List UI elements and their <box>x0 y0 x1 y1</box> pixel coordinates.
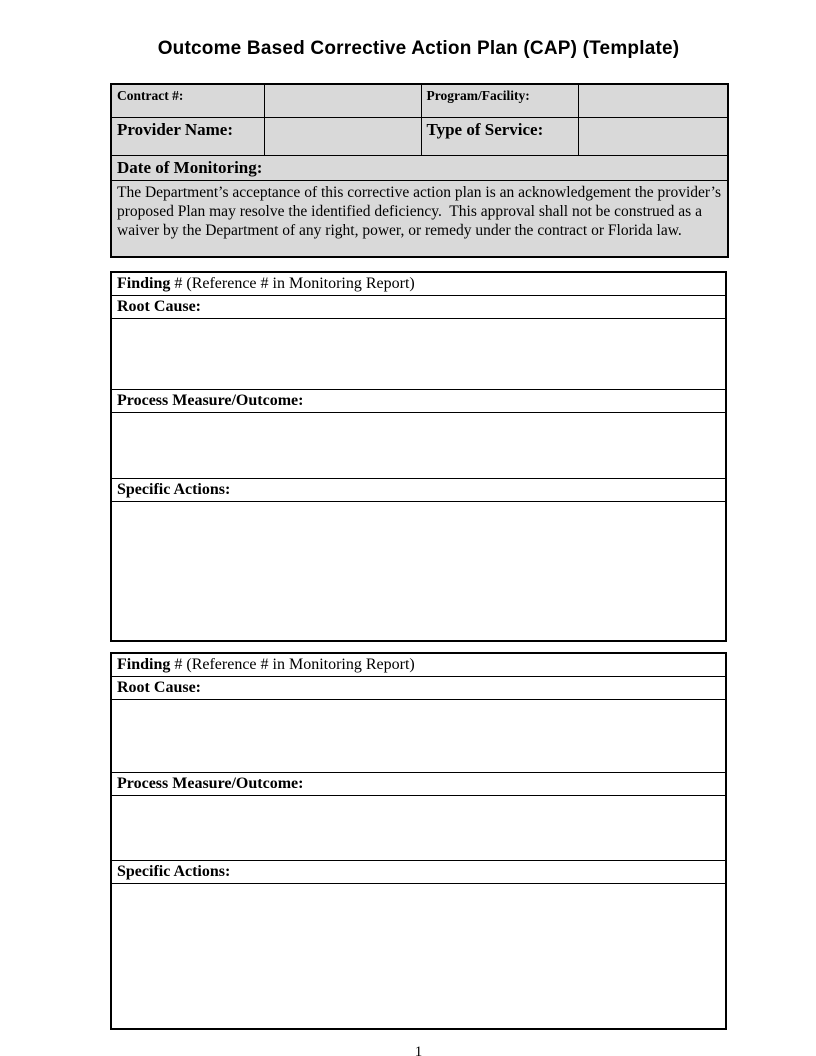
date-of-monitoring-label: Date of Monitoring: <box>117 157 263 177</box>
process-measure-label-cell <box>111 390 726 413</box>
process-measure-label: Process Measure/Outcome: <box>117 392 304 409</box>
page-title: Outcome Based Corrective Action Plan (CAP) (Template) <box>157 38 680 59</box>
service-value-cell[interactable] <box>578 117 728 155</box>
process-measure-input[interactable] <box>111 796 726 861</box>
process-measure-label-cell <box>111 773 726 796</box>
service-label: Type of Service: <box>426 119 544 139</box>
root-cause-label: Root Cause: <box>117 298 201 315</box>
finding-label: Finding <box>117 275 171 292</box>
contract-label-cell <box>111 84 264 117</box>
finding-reference-text: # (Reference # in Monitoring Report) <box>170 275 415 292</box>
finding-title-cell[interactable] <box>111 653 726 677</box>
root-cause-label-cell <box>111 296 726 319</box>
header-table <box>110 83 729 258</box>
finding-block-2 <box>110 652 727 1030</box>
provider-label-cell <box>111 117 264 155</box>
finding-title-cell[interactable] <box>111 272 726 296</box>
provider-value-cell[interactable] <box>264 117 421 155</box>
finding-block-1 <box>110 271 727 642</box>
root-cause-input[interactable] <box>111 319 726 390</box>
acceptance-notice-text: The Department’s acceptance of this corrective action plan is an acknowledgement the provider’s proposed Plan may resolve the identified deficiency. This approval shall not be construed as a waiver by the Department of any right, power, or remedy under the contract or Florida law. <box>117 183 725 239</box>
contract-value-cell[interactable] <box>264 84 421 117</box>
provider-label: Provider Name: <box>117 119 233 139</box>
specific-actions-label: Specific Actions: <box>117 481 231 498</box>
contract-label: Contract #: <box>117 88 184 103</box>
acceptance-notice-cell <box>111 180 728 257</box>
program-label-cell <box>421 84 578 117</box>
date-of-monitoring-cell[interactable] <box>111 155 728 180</box>
root-cause-input[interactable] <box>111 700 726 773</box>
specific-actions-input[interactable] <box>111 884 726 1029</box>
specific-actions-input[interactable] <box>111 502 726 641</box>
specific-actions-label: Specific Actions: <box>117 863 231 880</box>
root-cause-label-cell <box>111 677 726 700</box>
process-measure-input[interactable] <box>111 413 726 479</box>
service-label-cell <box>421 117 578 155</box>
program-label: Program/Facility: <box>426 88 530 103</box>
page-number: 1 <box>414 1044 423 1056</box>
finding-label: Finding <box>117 656 171 673</box>
root-cause-label: Root Cause: <box>117 679 201 696</box>
specific-actions-label-cell <box>111 861 726 884</box>
finding-reference-text: # (Reference # in Monitoring Report) <box>170 656 415 673</box>
specific-actions-label-cell <box>111 479 726 502</box>
process-measure-label: Process Measure/Outcome: <box>117 775 304 792</box>
program-value-cell[interactable] <box>578 84 728 117</box>
